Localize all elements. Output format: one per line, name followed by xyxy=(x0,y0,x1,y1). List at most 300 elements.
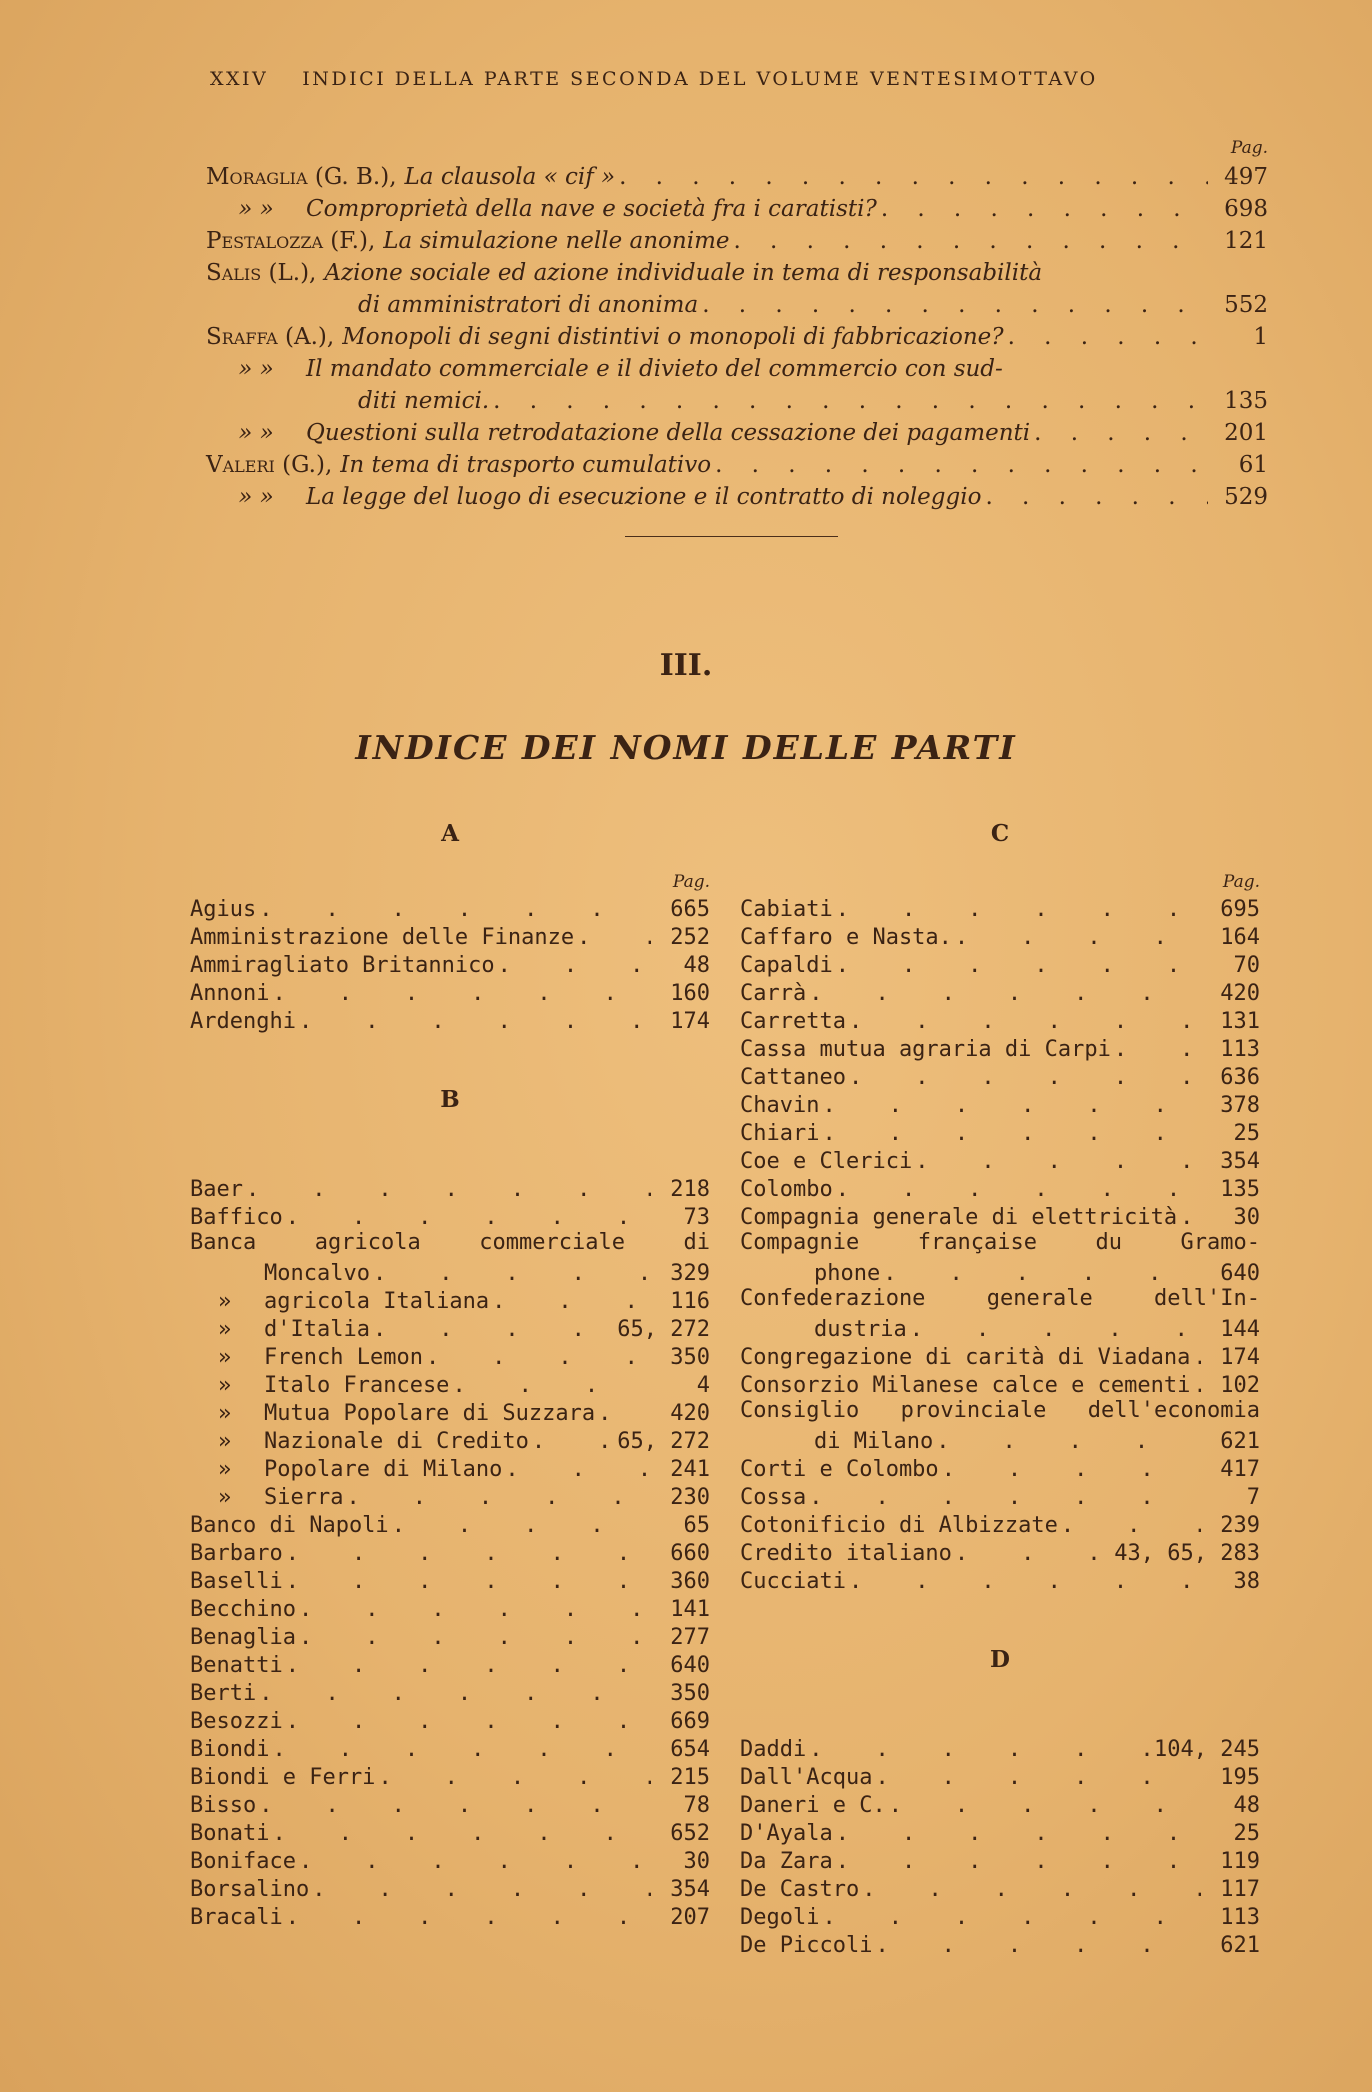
entry-name: Sierra xyxy=(264,1485,344,1510)
dot-leader xyxy=(378,1765,651,1790)
ditto-mark: » xyxy=(218,1345,232,1370)
page-ref: 621 xyxy=(1220,1429,1260,1454)
index-entry xyxy=(740,1090,1260,1118)
dot-leader xyxy=(849,1065,1201,1090)
page-ref: 48 xyxy=(683,953,710,978)
dot-leader xyxy=(598,1401,651,1426)
entry-name: Daneri e C. xyxy=(740,1793,886,1818)
page-ref: 640 xyxy=(670,1653,710,1678)
page-ref: 135 xyxy=(1220,1177,1260,1202)
page-ref: 497 xyxy=(1224,164,1268,190)
index-entry xyxy=(740,1734,1260,1762)
index-entry xyxy=(190,1734,710,1762)
entry-name: De Castro xyxy=(740,1877,860,1902)
dot-leader xyxy=(809,1485,1201,1510)
ditto-mark: » » xyxy=(238,196,274,222)
page-ref: 174 xyxy=(1220,1345,1260,1370)
entry-name: Compagnia generale di elettricità xyxy=(740,1205,1178,1230)
running-title: INDICI DELLA PARTE SECONDA DEL VOLUME VENTESIMOTTAVO xyxy=(302,68,1098,90)
page-ref: 529 xyxy=(1224,484,1268,510)
page-ref: 640 xyxy=(1220,1261,1260,1286)
dot-leader xyxy=(883,1261,1201,1286)
page-ref: 141 xyxy=(670,1597,710,1622)
index-entry xyxy=(190,1006,710,1034)
page-ref: 70 xyxy=(1233,953,1260,978)
author: Sraffa (A.), xyxy=(206,324,335,350)
entry-name: Bracali xyxy=(190,1905,283,1930)
index-entry xyxy=(740,1510,1260,1538)
index-entry xyxy=(740,1762,1260,1790)
page-ref: 65, 272 xyxy=(617,1317,710,1342)
page-ref: 30 xyxy=(683,1849,710,1874)
index-entry xyxy=(740,1062,1260,1090)
entry-name: Dall'Acqua xyxy=(740,1765,873,1790)
entry-name: Cucciati xyxy=(740,1569,846,1594)
page-ref: 78 xyxy=(683,1793,710,1818)
index-entry xyxy=(740,1930,1260,1958)
dot-leader xyxy=(822,1121,1201,1146)
entry-name: Congregazione di carità di Viadana xyxy=(740,1345,1191,1370)
page-ref: 121 xyxy=(1224,228,1268,254)
author: Valeri (G.), xyxy=(206,452,333,478)
page-ref: 25 xyxy=(1233,1821,1260,1846)
entry-name: Annoni xyxy=(190,981,270,1006)
page-ref: 241 xyxy=(670,1457,710,1482)
entry-name: Capaldi xyxy=(740,953,833,978)
dot-leader xyxy=(875,1933,1201,1958)
entry-name: Cattaneo xyxy=(740,1065,846,1090)
index-entry xyxy=(190,1342,710,1370)
index-entry xyxy=(190,1846,710,1874)
dot-leader xyxy=(286,1905,651,1930)
part-two-index xyxy=(206,138,1268,510)
entry-name: Cabiati xyxy=(740,897,833,922)
page-ref: 698 xyxy=(1224,196,1268,222)
pag-label: Pag. xyxy=(672,872,710,892)
dot-leader xyxy=(942,1457,1201,1482)
entry-name-continued: dustria xyxy=(814,1317,907,1342)
dot-leader xyxy=(1061,1513,1201,1538)
ditto-mark: » » xyxy=(238,484,274,510)
index-entry xyxy=(190,1874,710,1902)
page-ref: 4 xyxy=(696,1373,710,1398)
entry-name: Mutua Popolare di Suzzara xyxy=(264,1401,596,1426)
index-entry xyxy=(740,1902,1260,1930)
dot-leader xyxy=(498,953,651,978)
index-entry xyxy=(740,1118,1260,1146)
index-entry-continuation xyxy=(740,1258,1260,1286)
entry-name: D'Ayala xyxy=(740,1821,833,1846)
pag-label: Pag. xyxy=(1230,138,1268,158)
entry-name-continued: phone xyxy=(814,1261,881,1286)
entry-name: French Lemon xyxy=(264,1345,423,1370)
page-ref: 116 xyxy=(670,1289,710,1314)
page-ref: 117 xyxy=(1220,1877,1260,1902)
entry-name: Degoli xyxy=(740,1905,820,1930)
index-entry xyxy=(190,1678,710,1706)
index-entry xyxy=(740,1146,1260,1174)
dot-leader xyxy=(985,484,1208,510)
entry-name: Chiari xyxy=(740,1121,820,1146)
spacer xyxy=(740,1594,1260,1646)
page-ref: 113 xyxy=(1220,1905,1260,1930)
dot-leader xyxy=(286,1653,651,1678)
entry-name: Barbaro xyxy=(190,1541,283,1566)
dot-leader xyxy=(577,925,651,950)
dot-leader xyxy=(272,1737,651,1762)
dot-leader xyxy=(286,1569,651,1594)
dot-leader xyxy=(849,1569,1201,1594)
entry-name: Benaglia xyxy=(190,1625,296,1650)
index-entry-continuation xyxy=(206,382,1268,414)
index-entry-continuation xyxy=(190,1258,710,1286)
index-entry xyxy=(190,978,710,1006)
index-entry xyxy=(190,894,710,922)
entry-name: Carrà xyxy=(740,981,807,1006)
letter-heading: A xyxy=(441,820,459,847)
dot-leader xyxy=(286,1541,651,1566)
dot-leader xyxy=(246,1177,651,1202)
dot-leader xyxy=(346,1485,651,1510)
author: Salis (L.), xyxy=(206,260,317,286)
ditto-mark: » xyxy=(218,1485,232,1510)
entry-name: Cotonificio di Albizzate xyxy=(740,1513,1058,1538)
dot-leader xyxy=(862,1877,1201,1902)
index-entry xyxy=(740,1370,1260,1398)
entry-name: De Piccoli xyxy=(740,1933,873,1958)
index-entry xyxy=(190,1566,710,1594)
page-ref: 695 xyxy=(1220,897,1260,922)
entry-name: Ardenghi xyxy=(190,1009,296,1034)
index-entry xyxy=(206,350,1268,382)
dot-leader xyxy=(936,1429,1201,1454)
page-ref: 354 xyxy=(1220,1149,1260,1174)
dot-leader xyxy=(910,1317,1201,1342)
letter-heading: C xyxy=(990,820,1010,847)
dot-leader xyxy=(836,953,1201,978)
entry-name: Besozzi xyxy=(190,1709,283,1734)
index-entry-continuation xyxy=(206,286,1268,318)
entry-name: Corti e Colombo xyxy=(740,1457,939,1482)
page-ref: 119 xyxy=(1220,1849,1260,1874)
pag-label: Pag. xyxy=(1222,872,1260,892)
page-ref: 378 xyxy=(1220,1093,1260,1118)
entry-name: Coe e Clerici xyxy=(740,1149,913,1174)
index-entry xyxy=(190,1762,710,1790)
entry-name: Caffaro e Nasta. xyxy=(740,925,952,950)
index-entry xyxy=(190,950,710,978)
ditto-mark: » » xyxy=(238,356,274,382)
index-entry xyxy=(740,950,1260,978)
entry-name: Biondi e Ferri xyxy=(190,1765,376,1790)
dot-leader xyxy=(875,1765,1201,1790)
index-entry xyxy=(206,318,1268,350)
entry-name: Consorzio Milanese calce e cementi xyxy=(740,1373,1191,1398)
index-entry xyxy=(206,478,1268,510)
dot-leader xyxy=(915,1149,1201,1174)
page-ref: 104, 245 xyxy=(1154,1737,1260,1762)
dot-leader xyxy=(809,981,1201,1006)
index-entry xyxy=(740,1846,1260,1874)
article-title: Questioni sulla retrodatazione della cessazione dei pagamenti xyxy=(306,420,1031,446)
dot-leader xyxy=(1008,324,1208,350)
entry-name: Banco di Napoli xyxy=(190,1513,389,1538)
entry-name: Bisso xyxy=(190,1793,257,1818)
entry-name: Borsalino xyxy=(190,1877,310,1902)
page-ref: 25 xyxy=(1233,1121,1260,1146)
index-entry xyxy=(740,1202,1260,1230)
entry-name: Colombo xyxy=(740,1177,833,1202)
author: Pestalozza (F.), xyxy=(206,228,376,254)
index-entry xyxy=(206,190,1268,222)
page-ref: 30 xyxy=(1233,1205,1260,1230)
index-entry xyxy=(190,1454,710,1482)
article-title-continued: di amministratori di anonima xyxy=(358,292,699,318)
index-entry xyxy=(740,1790,1260,1818)
page-ref: 160 xyxy=(670,981,710,1006)
entry-name: Baffico xyxy=(190,1205,283,1230)
ditto-mark: » xyxy=(218,1401,232,1426)
ditto-mark: » xyxy=(218,1429,232,1454)
page-ref: 277 xyxy=(670,1625,710,1650)
dot-leader xyxy=(299,1009,651,1034)
dot-leader xyxy=(836,1177,1201,1202)
letter-heading: B xyxy=(440,1086,460,1113)
index-entry xyxy=(190,1286,710,1314)
entry-name: Baselli xyxy=(190,1569,283,1594)
page-ref: 1 xyxy=(1253,324,1268,350)
entry-name: Nazionale di Credito xyxy=(264,1429,529,1454)
index-entry xyxy=(190,1706,710,1734)
index-entry xyxy=(206,446,1268,478)
index-entry xyxy=(740,1174,1260,1202)
dot-leader xyxy=(286,1709,651,1734)
index-entry xyxy=(740,1818,1260,1846)
dot-leader xyxy=(272,981,651,1006)
index-entry xyxy=(206,254,1268,286)
entry-name: d'Italia xyxy=(264,1317,370,1342)
index-entry xyxy=(740,1342,1260,1370)
entry-name: Italo Francese xyxy=(264,1373,450,1398)
entry-name: Berti xyxy=(190,1681,257,1706)
article-title: La legge del luogo di esecuzione e il contratto di noleggio xyxy=(306,484,982,510)
index-entry xyxy=(190,1902,710,1930)
ditto-mark: » xyxy=(218,1457,232,1482)
index-entry: Confederazione generale dell'In- xyxy=(740,1286,1260,1311)
article-title-continued: diti nemici. xyxy=(358,388,490,414)
entry-name: Boniface xyxy=(190,1849,296,1874)
entry-name: Credito italiano xyxy=(740,1541,952,1566)
spacer xyxy=(190,1034,710,1086)
dot-leader xyxy=(426,1345,651,1370)
page-ref: 669 xyxy=(670,1709,710,1734)
entry-name: Biondi xyxy=(190,1737,270,1762)
section-number: III. xyxy=(659,648,713,683)
index-entry: Compagnie française du Gramo- xyxy=(740,1230,1260,1255)
index-entry-continuation xyxy=(740,1426,1260,1454)
page-ref: 420 xyxy=(1220,981,1260,1006)
dot-leader xyxy=(492,1289,651,1314)
dot-leader xyxy=(299,1597,651,1622)
dot-leader xyxy=(493,388,1208,414)
page-ref: 652 xyxy=(670,1821,710,1846)
entry-name: Ammiragliato Britannico xyxy=(190,953,495,978)
article-title: La simulazione nelle anonime xyxy=(383,228,730,254)
index-entry xyxy=(190,1650,710,1678)
page-ref: 420 xyxy=(670,1401,710,1426)
dot-leader xyxy=(1180,1205,1201,1230)
dot-leader xyxy=(286,1205,651,1230)
dot-leader xyxy=(1193,1345,1201,1370)
dot-leader xyxy=(734,228,1209,254)
page-ref: 135 xyxy=(1224,388,1268,414)
page-ref: 43, 65, 283 xyxy=(1114,1541,1260,1566)
page-ref: 252 xyxy=(670,925,710,950)
entry-name: Carretta xyxy=(740,1009,846,1034)
article-title: Il mandato commerciale e il divieto del commercio con sud- xyxy=(306,356,1003,382)
page-ref: 329 xyxy=(670,1261,710,1286)
article-title: Comproprietà della nave e società fra i caratisti? xyxy=(306,196,877,222)
page-ref: 230 xyxy=(670,1485,710,1510)
dot-leader xyxy=(836,1849,1201,1874)
page-ref: 239 xyxy=(1220,1513,1260,1538)
dot-leader xyxy=(889,1793,1201,1818)
entry-name: Bonati xyxy=(190,1821,270,1846)
entry-name: Benatti xyxy=(190,1653,283,1678)
entry-name: Becchino xyxy=(190,1597,296,1622)
dot-leader xyxy=(836,1821,1201,1846)
dot-leader xyxy=(259,1793,651,1818)
index-entry xyxy=(190,1790,710,1818)
section-title: INDICE DEI NOMI DELLE PARTI xyxy=(355,728,1017,767)
page-ref: 207 xyxy=(670,1905,710,1930)
page-ref: 7 xyxy=(1246,1485,1260,1510)
divider xyxy=(625,536,838,537)
running-head xyxy=(210,68,1150,90)
dot-leader xyxy=(312,1877,651,1902)
page-ref: 417 xyxy=(1220,1457,1260,1482)
index-entry xyxy=(740,922,1260,950)
spacer xyxy=(190,1122,710,1174)
dot-leader xyxy=(259,897,651,922)
dot-leader xyxy=(532,1429,614,1454)
entry-name: Daddi xyxy=(740,1737,807,1762)
spacer xyxy=(740,1682,1260,1734)
dot-leader xyxy=(505,1457,651,1482)
index-entry xyxy=(190,1174,710,1202)
index-entry xyxy=(740,1874,1260,1902)
index-entry xyxy=(190,1314,710,1342)
entry-name: Cossa xyxy=(740,1485,807,1510)
index-entry xyxy=(740,1034,1260,1062)
index-entry xyxy=(190,1510,710,1538)
dot-leader xyxy=(809,1737,1151,1762)
dot-leader xyxy=(299,1849,651,1874)
ditto-mark: » xyxy=(218,1289,232,1314)
index-entry xyxy=(740,1454,1260,1482)
dot-leader xyxy=(1114,1037,1201,1062)
dot-leader xyxy=(836,897,1201,922)
index-entry xyxy=(190,1594,710,1622)
page-ref: 636 xyxy=(1220,1065,1260,1090)
page-ref: 102 xyxy=(1220,1373,1260,1398)
entry-name: Cassa mutua agraria di Carpi xyxy=(740,1037,1111,1062)
dot-leader xyxy=(1034,420,1208,446)
dot-leader xyxy=(881,196,1208,222)
index-entry xyxy=(206,414,1268,446)
index-entry: Consiglio provinciale dell'economia xyxy=(740,1398,1260,1423)
page-ref: 38 xyxy=(1233,1569,1260,1594)
page-ref: 164 xyxy=(1220,925,1260,950)
index-entry xyxy=(740,1482,1260,1510)
entry-name: Amministrazione delle Finanze xyxy=(190,925,575,950)
index-entry xyxy=(190,1426,710,1454)
dot-leader xyxy=(1193,1373,1201,1398)
page-ref: 660 xyxy=(670,1541,710,1566)
dot-leader xyxy=(822,1093,1201,1118)
dot-leader xyxy=(619,164,1208,190)
dot-leader xyxy=(715,452,1208,478)
index-entry xyxy=(740,978,1260,1006)
page-ref: 113 xyxy=(1220,1037,1260,1062)
entry-name-continued: di Milano xyxy=(814,1429,934,1454)
page-ref: 215 xyxy=(670,1765,710,1790)
index-entry xyxy=(740,894,1260,922)
entry-name: Popolare di Milano xyxy=(264,1457,503,1482)
index-entry-continuation xyxy=(740,1314,1260,1342)
index-column-left xyxy=(190,820,710,1930)
page-ref: 621 xyxy=(1220,1933,1260,1958)
index-entry xyxy=(740,1006,1260,1034)
entry-name: Chavin xyxy=(740,1093,820,1118)
page-ref: 552 xyxy=(1224,292,1268,318)
index-entry xyxy=(206,158,1268,190)
dot-leader xyxy=(452,1373,651,1398)
entry-name-continued: Moncalvo xyxy=(264,1261,370,1286)
index-column-right xyxy=(740,820,1260,1958)
page-ref: 201 xyxy=(1224,420,1268,446)
page-ref: 350 xyxy=(670,1681,710,1706)
ditto-mark: » xyxy=(218,1317,232,1342)
index-entry xyxy=(190,922,710,950)
entry-name: Agius xyxy=(190,897,257,922)
dot-leader xyxy=(849,1009,1201,1034)
page-ref: 654 xyxy=(670,1737,710,1762)
article-title: In tema di trasporto cumulativo xyxy=(340,452,712,478)
index-entry xyxy=(740,1566,1260,1594)
ditto-mark: » xyxy=(218,1373,232,1398)
dot-leader xyxy=(299,1625,651,1650)
page-ref: 218 xyxy=(670,1177,710,1202)
index-entry xyxy=(190,1398,710,1426)
page-ref: 48 xyxy=(1233,1793,1260,1818)
dot-leader xyxy=(272,1821,651,1846)
index-entry xyxy=(190,1202,710,1230)
page-ref: 65 xyxy=(683,1513,710,1538)
index-entry: Banca agricola commerciale di xyxy=(190,1230,710,1255)
index-entry xyxy=(190,1370,710,1398)
dot-leader xyxy=(955,1541,1111,1566)
page-ref: 65, 272 xyxy=(617,1429,710,1454)
index-entry xyxy=(190,1538,710,1566)
letter-heading: D xyxy=(990,1646,1010,1673)
page-ref: 174 xyxy=(670,1009,710,1034)
dot-leader xyxy=(373,1261,651,1286)
article-title: La clausola « cif » xyxy=(404,164,616,190)
page-number: XXIV xyxy=(210,68,269,90)
entry-name: Baer xyxy=(190,1177,243,1202)
dot-leader xyxy=(259,1681,651,1706)
